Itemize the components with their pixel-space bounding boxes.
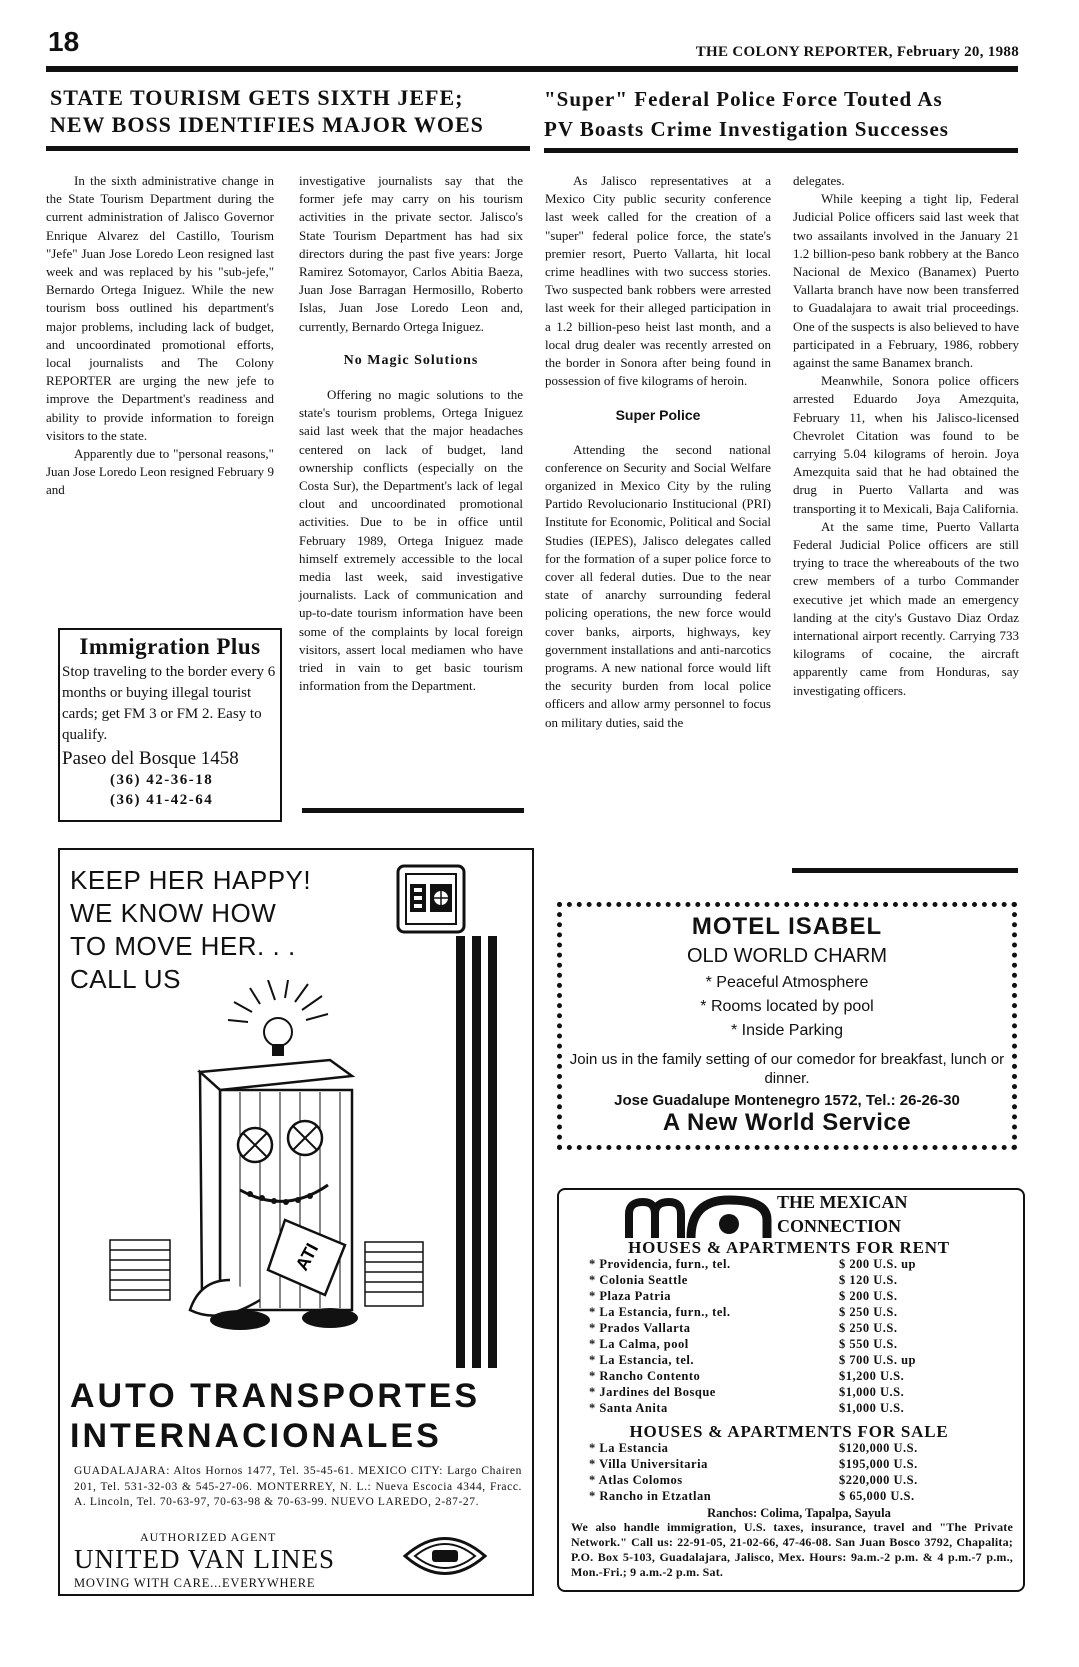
rent-price: $ 120 U.S. bbox=[839, 1273, 898, 1287]
article1-paragraph: Apparently due to "personal reasons," Juan Jose Loredo Leon resigned February 9 and bbox=[46, 446, 274, 498]
rent-row bbox=[589, 1288, 949, 1304]
auto-ad-tagline-line: WE KNOW HOW bbox=[70, 898, 277, 928]
auto-ad-brand-line: INTERNACIONALES bbox=[70, 1417, 442, 1455]
motel-subtitle: OLD WORLD CHARM bbox=[686, 945, 887, 967]
rent-price: $ 200 U.S. bbox=[839, 1289, 898, 1303]
motel-isabel-ad bbox=[557, 902, 1017, 1150]
article2-paragraph: Attending the second national conference on Security and Social Welfare organized in Mexico City by the ruling Partido Revolucionario Institucional (PRI) Institute for Economic, Political and Social Studies (IEPES), Jalisco delegates called for the formation of a super police force to cover all federal duties. Due to the near state of anarchy surrounding federal policing operations, the new force would cover banks, airports, highways, key government installations and anti-narcotics programs. A new national force would lift the security burden from local police officers and allow army personnel to focus on military duties, said the bbox=[545, 441, 771, 730]
mexican-connection-footer: We also handle immigration, U.S. taxes, insurance, travel and "The Private Network." Call us: 22-91-05, 21-02-66, 47-46-08. San Juan Bosco 3792, Chapalita; P.O. Box 5-103, Guadalajara, Jalisco, Mex. Hours: 9a.m.-2 p.m. & 4 p.m.-7 p.m., Mon.-Fri.; 9 a.m.-2 p.m. Sat. bbox=[571, 1520, 1013, 1579]
auto-ad-brand bbox=[70, 1376, 480, 1456]
rent-property: * Plaza Patria bbox=[589, 1289, 671, 1303]
sale-property: * La Estancia bbox=[589, 1441, 669, 1455]
auto-ad-tagline-line: TO MOVE HER. . . bbox=[70, 931, 296, 961]
sale-row bbox=[589, 1456, 949, 1472]
article1-paragraph: investigative journalists say that the former jefe may carry on his tourism activities in the private sector. Jalisco's State Tourism Department has had six directors during the past five years: Jorge Ramirez Sotomayor, Carlos Abitia Baeza, Juan Jose Barragan Hermosillo, Roberto Islas, Juan Jose Loredo Leon and, currently, Bernardo Ortega Iniguez. bbox=[299, 173, 523, 334]
sale-property: * Atlas Colomos bbox=[589, 1473, 683, 1487]
rent-property: * La Estancia, tel. bbox=[589, 1353, 694, 1367]
rent-property: * La Estancia, furn., tel. bbox=[589, 1305, 731, 1319]
mexican-connection-title bbox=[777, 1192, 908, 1236]
auto-ad-box-label: ATI bbox=[291, 1239, 323, 1274]
article2-headline bbox=[544, 84, 1024, 144]
header-rule bbox=[46, 66, 1018, 72]
article1-headline-rule bbox=[46, 146, 530, 151]
rent-price: $ 550 U.S. bbox=[839, 1337, 898, 1351]
mexican-connection-ad bbox=[557, 1188, 1025, 1592]
moving-truck-icon bbox=[396, 864, 466, 934]
article1-paragraph: Offering no magic solutions to the state's tourism problems, Ortega Iniguez said last week that the major headaches centered on lack of budget, land ownership conflicts (especially on the Costa Sur), the Department's lack of legal clout and uncoordinated promotional activities. Due to be in office until February 1989, Ortega Iniguez made himself extremely accessible to the local media last week, said investigative journalists. Lack of communication and up-to-date tourism information have been some of the complaints by local foreign visitors, assert local mediamen who have tried in vain to get basic tourism information from the Department. bbox=[299, 387, 523, 694]
article2-paragraph: While keeping a tight lip, Federal Judicial Police officers said last week that two assailants involved in the January 21 1.2 billion-peso bank robbery at the Banco Nacional de Mexico (Banamex) Puerto Vallarta branch have now been transferred to Guadalajara to await trial proceedings. One of the suspects is also believed to have participated in a February, 1986, robbery against the same Banamex branch. bbox=[793, 191, 1019, 371]
rent-row bbox=[589, 1304, 949, 1320]
article2-headline-rule bbox=[544, 148, 1018, 153]
sale-header: HOUSES & APARTMENTS FOR SALE bbox=[629, 1422, 949, 1441]
motel-slogan: A New World Service bbox=[662, 1109, 912, 1136]
rent-row bbox=[589, 1320, 949, 1336]
sale-property: * Villa Universitaria bbox=[589, 1457, 708, 1471]
mexican-connection-logo-icon bbox=[625, 1194, 775, 1240]
rent-price: $ 700 U.S. up bbox=[839, 1353, 917, 1367]
moving-box-character-illustration bbox=[90, 980, 430, 1370]
rent-row bbox=[589, 1368, 949, 1384]
sale-row bbox=[589, 1472, 949, 1488]
motel-feature: * Rooms located by pool bbox=[700, 998, 874, 1015]
article2-paragraph: At the same time, Puerto Vallarta Federal Judicial Police officers are still trying to trace the whereabouts of the two crew members of a turbo Commander executive jet which made an emergency landing at the city's Gustavo Diaz Ordaz international airport recently. Carrying 733 kilograms of cocaine, the aircraft apparently came from Honduras, say investigating officers. bbox=[793, 518, 1019, 698]
article2-column-2 bbox=[793, 172, 1019, 700]
article2-end-rule bbox=[792, 868, 1018, 873]
article1-headline-line1: STATE TOURISM GETS SIXTH JEFE; bbox=[50, 85, 464, 110]
article2-paragraph: As Jalisco representatives at a Mexico City public security conference last week called for the creation of a "super" federal police force, the state's premier resort, Puerto Vallarta, hit local crime headlines with two success stories. Two suspected bank robbers were arrested last week for their alleged participation in a 1.2 billion-peso heist last month, and a local drug dealer was recently arrested on the border in Sonora after being found in possession of five kilograms of heroin. bbox=[545, 173, 771, 389]
motel-address: Jose Guadalupe Montenegro 1572, Tel.: 26-26-30 bbox=[614, 1092, 960, 1109]
article1-paragraph: In the sixth administrative change in the State Tourism Department during the current administration of Jalisco Governor Enrique Alvarez del Castillo, Tourism "Jefe" Juan Jose Loredo Leon resigned last week and was replaced by his "sub-jefe," Bernardo Ortega Iniguez. While the new tourism boss outlined his department's major problems, including lack of budget, and uncoordinated promotional efforts, local journalists and The Colony REPORTER are urging the new jefe to improve the Department's readiness and ability to provide information to foreign visitors to the state. bbox=[46, 173, 274, 443]
article1-subhead: No Magic Solutions bbox=[343, 352, 479, 368]
rent-price: $1,200 U.S. bbox=[839, 1369, 905, 1383]
immigration-ad bbox=[58, 628, 282, 822]
rent-header: HOUSES & APARTMENTS FOR RENT bbox=[628, 1238, 950, 1257]
immigration-ad-address: Paseo del Bosque 1458 bbox=[62, 748, 239, 769]
rent-row bbox=[589, 1352, 949, 1368]
sale-price: $120,000 U.S. bbox=[839, 1441, 918, 1455]
article2-headline-line1: "Super" Federal Police Force Touted As bbox=[544, 87, 943, 111]
rent-price: $ 200 U.S. up bbox=[839, 1257, 917, 1271]
rent-property: * Providencia, furn., tel. bbox=[589, 1257, 731, 1271]
rent-property: * Santa Anita bbox=[589, 1401, 668, 1415]
motel-invite: Join us in the family setting of our comedor for breakfast, lunch or dinner. bbox=[569, 1051, 1005, 1087]
article2-paragraph: delegates. bbox=[793, 173, 845, 188]
mexican-connection-title-line: CONNECTION bbox=[777, 1216, 902, 1236]
sale-property: * Rancho in Etzatlan bbox=[589, 1489, 712, 1503]
rent-row bbox=[589, 1384, 949, 1400]
rent-table bbox=[589, 1256, 949, 1416]
ranchos-line: Ranchos: Colima, Tapalpa, Sayula bbox=[707, 1506, 891, 1520]
mexican-connection-title-line: THE MEXICAN bbox=[777, 1192, 908, 1212]
sale-table bbox=[589, 1440, 949, 1504]
sale-row bbox=[589, 1440, 949, 1456]
rent-row bbox=[589, 1272, 949, 1288]
article1-column-2 bbox=[299, 172, 523, 695]
motel-feature: * Inside Parking bbox=[730, 1022, 844, 1039]
rent-property: * Jardines del Bosque bbox=[589, 1385, 716, 1399]
rent-property: * La Calma, pool bbox=[589, 1337, 689, 1351]
article2-paragraph: Meanwhile, Sonora police officers arrested Eduardo Joya Amezquita, February 11, when his Jalisco-licensed Chevrolet Citation was found to be carrying 5.04 kilograms of heroin. Joya Amezquita said that he had obtained the drug in Puerto Vallarta and was transporting it to Mexicali, Baja California. bbox=[793, 373, 1019, 516]
immigration-ad-body: Stop traveling to the border every 6 months or buying illegal tourist cards; get FM 3 or FM 2. Easy to qualify. bbox=[62, 664, 276, 743]
auto-ad-tagline bbox=[70, 864, 311, 996]
sale-price: $220,000 U.S. bbox=[839, 1473, 918, 1487]
rent-row bbox=[589, 1336, 949, 1352]
auto-ad-agent-label: AUTHORIZED AGENT bbox=[140, 1530, 277, 1544]
auto-ad-tagline-line: KEEP HER HAPPY! bbox=[70, 865, 312, 895]
united-van-lines-logo-icon bbox=[400, 1526, 490, 1586]
rent-price: $ 250 U.S. bbox=[839, 1305, 898, 1319]
article1-end-rule bbox=[302, 808, 524, 813]
immigration-ad-phone: (36) 41-42-64 bbox=[110, 792, 214, 808]
motel-feature: * Peaceful Atmosphere bbox=[705, 974, 869, 991]
auto-ad-addresses: GUADALAJARA: Altos Hornos 1477, Tel. 35-45-61. MEXICO CITY: Largo Chairen 201, Tel. 531-32-03 & 545-27-06. MONTERREY, N. L.: Nueva Escocia 4344, Fracc. A. Lincoln, Tel. 70-63-97, 70-63-98 & 70-63-99. NUEVO LAREDO, 2-87-27. bbox=[74, 1465, 522, 1508]
rent-price: $ 250 U.S. bbox=[839, 1321, 898, 1335]
article1-headline bbox=[50, 84, 520, 138]
article1-column-1 bbox=[46, 172, 274, 500]
immigration-ad-title: Immigration Plus bbox=[79, 634, 261, 659]
sale-row bbox=[589, 1488, 949, 1504]
sale-price: $ 65,000 U.S. bbox=[839, 1489, 915, 1503]
article2-subhead: Super Police bbox=[615, 407, 701, 424]
sale-price: $195,000 U.S. bbox=[839, 1457, 918, 1471]
article1-headline-line2: NEW BOSS IDENTIFIES MAJOR WOES bbox=[50, 112, 484, 137]
motel-name: MOTEL ISABEL bbox=[691, 913, 883, 940]
rent-row bbox=[589, 1256, 949, 1272]
article2-column-1 bbox=[545, 172, 771, 732]
article2-headline-line2: PV Boasts Crime Investigation Successes bbox=[544, 117, 949, 141]
auto-ad-tagline-line: CALL US bbox=[70, 964, 181, 994]
rent-price: $1,000 U.S. bbox=[839, 1401, 905, 1415]
auto-ad-agent-name: UNITED VAN LINES bbox=[74, 1544, 335, 1574]
rent-property: * Rancho Contento bbox=[589, 1369, 701, 1383]
decorative-bars bbox=[456, 936, 500, 1368]
rent-row bbox=[589, 1400, 949, 1416]
immigration-ad-phone: (36) 42-36-18 bbox=[110, 772, 214, 788]
auto-ad-brand-line: AUTO TRANSPORTES bbox=[70, 1377, 481, 1415]
masthead: THE COLONY REPORTER, February 20, 1988 bbox=[695, 44, 1019, 60]
rent-property: * Colonia Seattle bbox=[589, 1273, 688, 1287]
auto-ad-slogan: MOVING WITH CARE...EVERYWHERE bbox=[74, 1576, 316, 1590]
page-number: 18 bbox=[48, 26, 80, 57]
auto-transportes-ad bbox=[58, 848, 534, 1596]
rent-property: * Prados Vallarta bbox=[589, 1321, 691, 1335]
rent-price: $1,000 U.S. bbox=[839, 1385, 905, 1399]
